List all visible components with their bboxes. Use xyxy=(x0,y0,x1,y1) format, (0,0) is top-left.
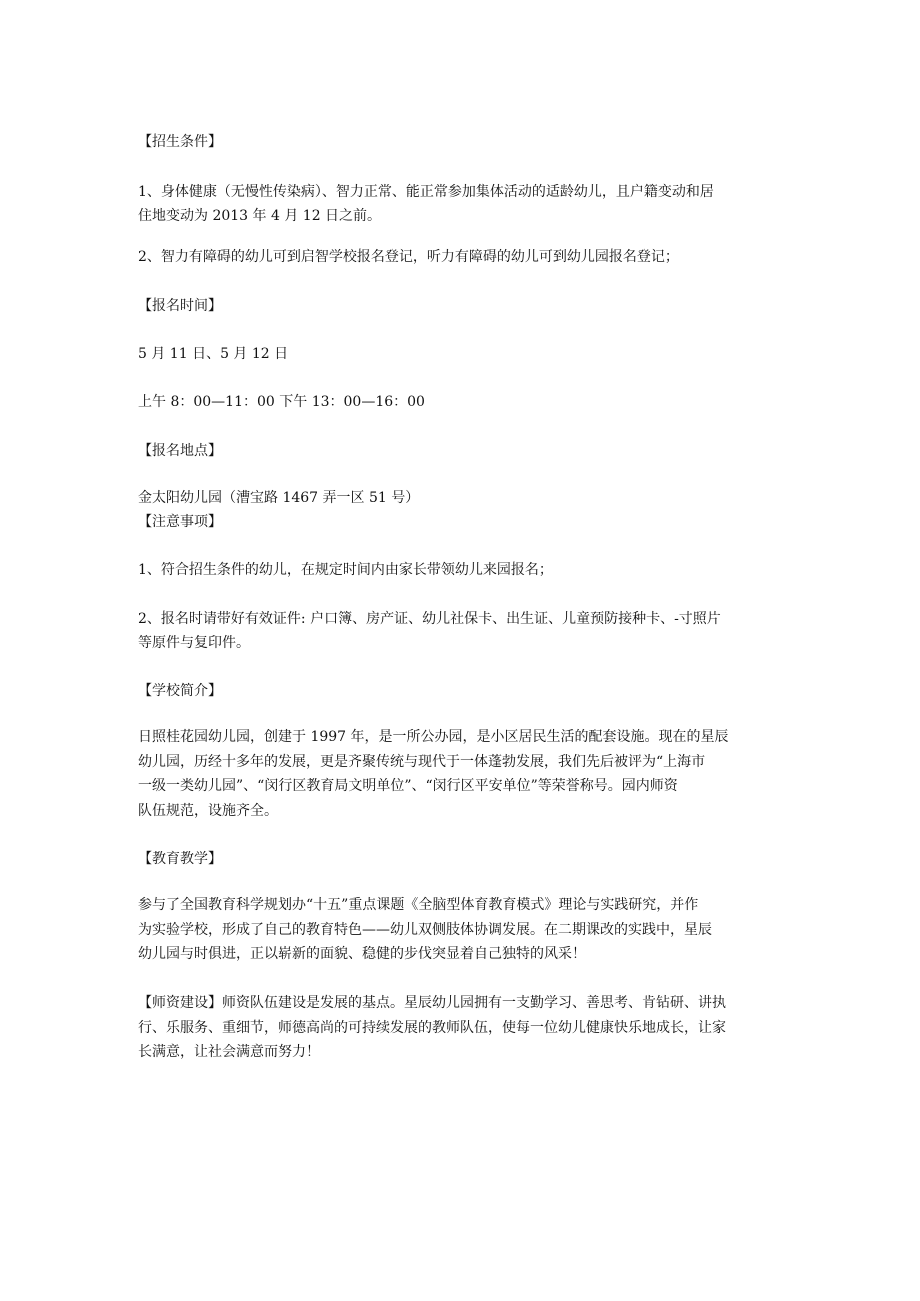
heading-notes: 【注意事项】 xyxy=(138,514,222,530)
school-intro-text: 日照桂花园幼儿园，创建于 1997 年，是一所公办园，是小区居民生活的配套设施。现在的星辰 幼儿园，历经十多年的发展，更是齐聚传统与现代于一体蓬勃发展，我们先后被评为“上海市 一级一类幼儿园”、“闵行区教育局文明单位”、“闵行区平安单位”等荣誉称号。园内师资 队伍规范，设施齐全。 xyxy=(138,729,729,819)
registration-hours: 上午 8：00—11：00 下午 13：00—16：00 xyxy=(138,394,425,410)
heading-registration-time: 【报名时间】 xyxy=(138,298,222,314)
enrollment-item-1-line-2: 住地变动为 2013 年 4 月 12 日之前。 xyxy=(138,208,382,224)
heading-education: 【教育教学】 xyxy=(138,851,222,867)
heading-school-intro: 【学校简介】 xyxy=(138,683,222,699)
notes-item-1: 1、符合招生条件的幼儿，在规定时间内由家长带领幼儿来园报名； xyxy=(138,562,553,578)
enrollment-item-2: 2、智力有障碍的幼儿可到启智学校报名登记，听力有障碍的幼儿可到幼儿园报名登记； xyxy=(138,249,679,265)
enrollment-item-1-line-1: 1、身体健康（无慢性传染病）、智力正常、能正常参加集体活动的适龄幼儿，且户籍变动和居 xyxy=(138,184,714,200)
faculty-text: 【师资建设】师资队伍建设是发展的基点。星辰幼儿园拥有一支勤学习、善思考、肯钻研、讲执 行、乐服务、重细节，师德高尚的可持续发展的教师队伍，使每一位幼儿健康快乐地成长，让家 长满意，让社会满意而努力！ xyxy=(138,995,726,1060)
registration-dates: 5 月 11 日、5 月 12 日 xyxy=(138,346,289,362)
notes-item-2-line-2: 等原件与复印件。 xyxy=(138,635,250,651)
notes-item-2-line-1: 2、报名时请带好有效证件: 户口簿、房产证、幼儿社保卡、出生证、儿童预防接种卡、-寸照片 xyxy=(138,611,721,627)
heading-registration-place: 【报名地点】 xyxy=(138,443,222,459)
education-text: 参与了全国教育科学规划办“十五”重点课题《全脑型体育教育模式》理论与实践研究，并作 为实验学校，形成了自己的教育特色——幼儿双侧肢体协调发展。在二期课改的实践中，星辰 幼儿园与时俱进，正以崭新的面貌、稳健的步伐突显着自己独特的风采！ xyxy=(138,897,712,962)
heading-enrollment-conditions: 【招生条件】 xyxy=(138,134,222,150)
registration-address: 金太阳幼儿园（漕宝路 1467 弄一区 51 号） xyxy=(138,490,420,506)
